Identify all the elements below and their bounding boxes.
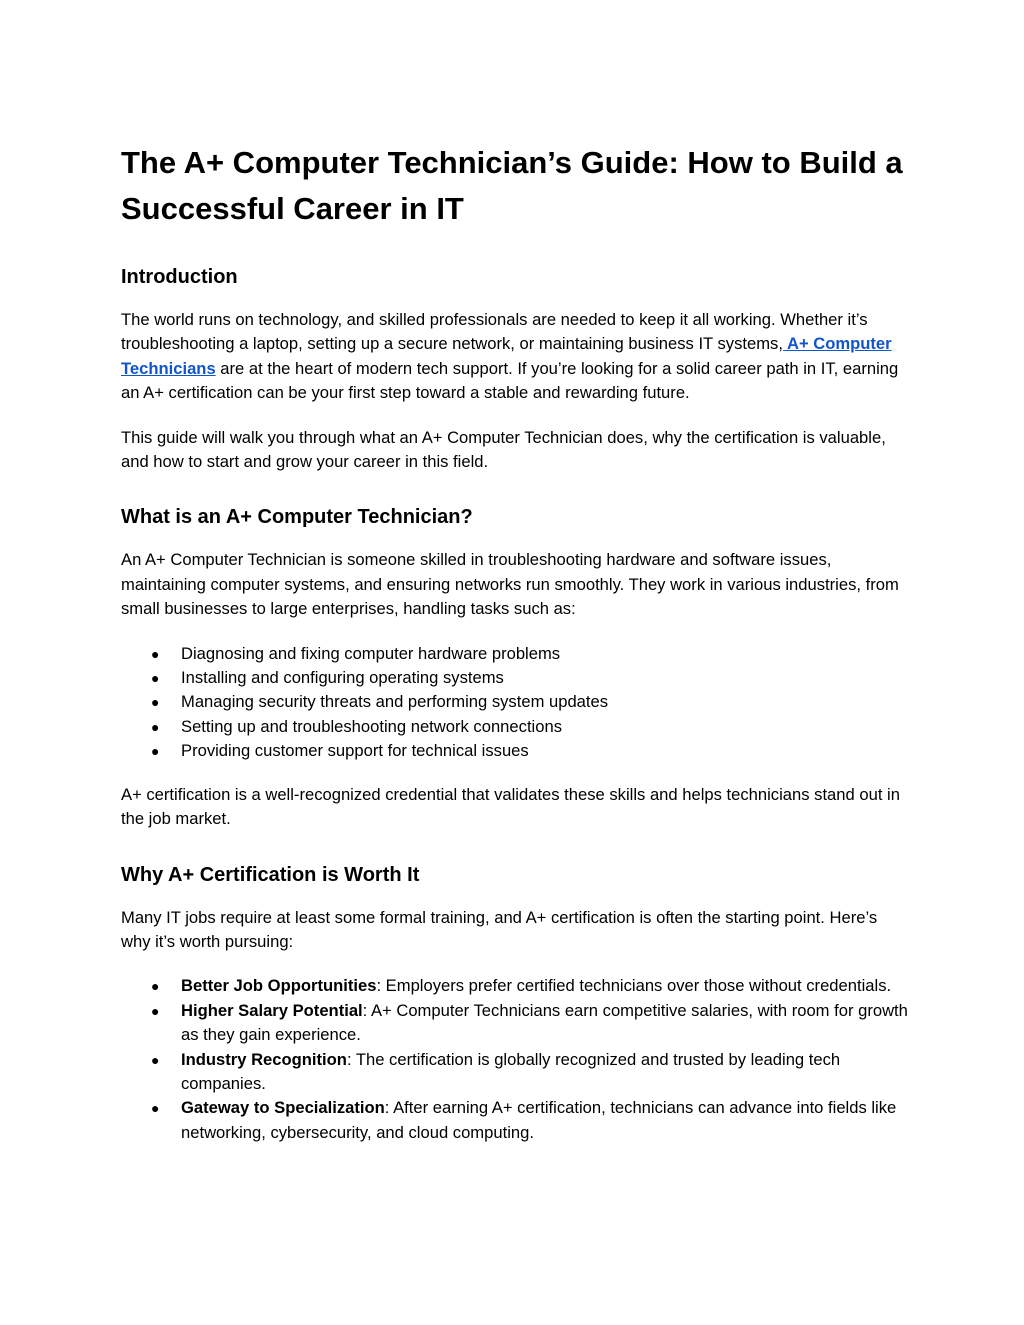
benefit-text: : Employers prefer certified technicians over those without credentials. (376, 976, 892, 996)
list-item (121, 739, 911, 763)
intro-text-after-link: are at the heart of modern tech support. If you’re looking for a solid career path in IT, earning an A+ certification can be your first step toward a stable and rewarding future. (121, 358, 899, 403)
intro-heading: Introduction (121, 266, 238, 288)
list-item-text: Providing customer support for technical issues (181, 741, 529, 761)
list-item (121, 715, 911, 739)
list-item-text: Installing and configuring operating systems (181, 668, 504, 688)
list-item (121, 642, 911, 666)
list-item (121, 1096, 911, 1145)
benefit-text: : The certification is globally recognized and trusted by leading tech companies. (181, 1049, 841, 1093)
benefit-term: Industry Recognition (181, 1049, 347, 1069)
document-page (121, 140, 911, 1164)
a-plus-technicians-link[interactable]: A+ Computer Technicians (121, 334, 892, 378)
list-item (121, 1048, 911, 1097)
bullet-icon: ● (151, 978, 160, 995)
tasks-list (121, 642, 911, 764)
list-item (121, 690, 911, 714)
why-paragraph-1: Many IT jobs require at least some formal training, and A+ certification is often the starting point. Here’s why it’s worth pursuing: (121, 907, 878, 951)
list-item (121, 999, 911, 1048)
document-title: The A+ Computer Technician’s Guide: How to Build a Successful Career in IT (121, 145, 903, 226)
bullet-icon: ● (151, 1100, 160, 1117)
what-paragraph-2: A+ certification is a well-recognized credential that validates these skills and helps technicians stand out in the job market. (121, 784, 900, 829)
why-heading: Why A+ Certification is Worth It (121, 863, 420, 886)
what-heading: What is an A+ Computer Technician? (121, 506, 473, 529)
intro-paragraph-2: This guide will walk you through what an A+ Computer Technician does, why the certification is valuable, and how to start and grow your career in this field. (121, 427, 886, 472)
intro-text-before-link: The world runs on technology, and skilled professionals are needed to keep it all working. Whether it’s troubleshooting a laptop, setting up a secure network, or maintaining business IT systems, (121, 310, 868, 354)
bullet-icon: ● (151, 670, 160, 687)
benefit-term: Gateway to Specialization (181, 1098, 385, 1118)
list-item-text: Diagnosing and fixing computer hardware problems (181, 643, 561, 663)
benefit-term: Higher Salary Potential (181, 1000, 363, 1020)
bullet-icon: ● (151, 718, 160, 735)
bullet-icon: ● (151, 1051, 160, 1068)
bullet-icon: ● (151, 743, 160, 760)
list-item-text: Managing security threats and performing system updates (181, 692, 609, 712)
list-item (121, 666, 911, 690)
benefit-term: Better Job Opportunities (181, 976, 377, 996)
benefit-text: : A+ Computer Technicians earn competitive salaries, with room for growth as they gain experience. (181, 1000, 908, 1045)
bullet-icon: ● (151, 694, 160, 711)
bullet-icon: ● (151, 1002, 160, 1019)
intro-paragraph-1 (121, 308, 911, 406)
what-paragraph-1: An A+ Computer Technician is someone skilled in troubleshooting hardware and software issues, maintaining computer systems, and ensuring networks run smoothly. They work in various industries, from small businesses to large enterprises, handling tasks such as: (121, 550, 899, 619)
benefit-text: : After earning A+ certification, technicians can advance into fields like networking, cybersecurity, and cloud computing. (181, 1098, 897, 1142)
list-item-text: Setting up and troubleshooting network connections (181, 716, 562, 736)
benefits-list (121, 974, 911, 1145)
list-item (121, 974, 911, 998)
bullet-icon: ● (151, 645, 160, 662)
